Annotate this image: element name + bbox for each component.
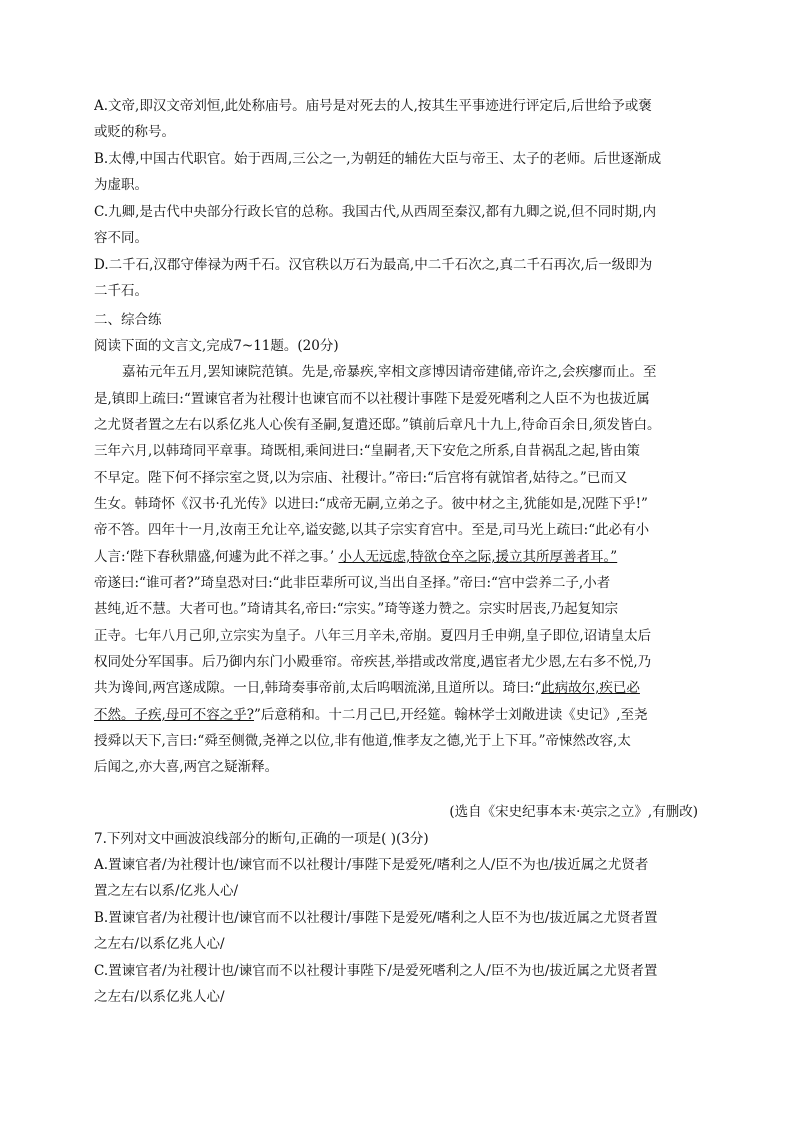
passage-line: 是,镇即上疏曰:“置谏官者为社稷计也谏官而不以社稷计事陛下是爱死嗜利之人臣不为也拔近属 bbox=[94, 391, 650, 407]
section-heading: 二、综合练 bbox=[94, 312, 162, 328]
passage-line bbox=[94, 705, 714, 725]
question-7-stem: 7.下列对文中画波浪线部分的断句,正确的一项是( )(3分) bbox=[94, 831, 429, 847]
option-a-line-2: 或贬的称号。 bbox=[94, 124, 175, 140]
passage-line bbox=[94, 678, 714, 698]
underlined-sentence: 此病故尔,疾已必 bbox=[541, 680, 640, 696]
option-b-line-2: 为虚职。 bbox=[94, 177, 148, 193]
passage-segment: 人言:‘陛下春秋鼎盛,何遽为此不祥之事。’ bbox=[94, 549, 335, 565]
option-c-line-2: 容不同。 bbox=[94, 230, 148, 246]
section-instruction: 阅读下面的文言文,完成7~11题。(20分) bbox=[94, 338, 339, 354]
option-b-line-1: B.太傅,中国古代职官。始于西周,三公之一,为朝廷的辅佐大臣与帝王、太子的老师。后世逐渐成 bbox=[94, 151, 662, 167]
passage-line: 授舜以天下,言曰:“舜至侧微,尧禅之以位,非有他道,惟孝友之德,光于上下耳。”帝悚然改容,太 bbox=[94, 733, 631, 749]
passage-line: 权同处分军国事。后乃御内东门小殿垂帘。帝疾甚,举措或改常度,遇宦者尤少恩,左右多不悦,乃 bbox=[94, 654, 652, 670]
passage-line: 三年六月,以韩琦同平章事。琦既相,乘间进曰:“皇嗣者,天下安危之所系,自昔祸乱之起,皆由策 bbox=[94, 443, 640, 459]
question-7-option-b-line-1: B.置谏官者/为社稷计也/谏官而不以社稷计/事陛下是爱死/嗜利之人臣不为也/拔近属之尤贤者置 bbox=[94, 910, 658, 926]
passage-line: 帝不答。四年十一月,汝南王允让卒,谥安懿,以其子宗实育宫中。至是,司马光上疏曰:“此必有小 bbox=[94, 522, 650, 538]
option-d-line-1: D.二千石,汉郡守俸禄为两千石。汉官秩以万石为最高,中二千石次之,真二千石再次,后一级即为 bbox=[94, 257, 653, 273]
passage-line: 正寺。七年八月己卯,立宗实为皇子。八年三月辛未,帝崩。夏四月壬申朔,皇子即位,诏请皇太后 bbox=[94, 628, 652, 644]
question-7-option-c-line-2: 之左右/以系亿兆人心/ bbox=[94, 989, 225, 1005]
underlined-sentence: 不然。子疾,母可不容之乎? bbox=[94, 707, 255, 723]
question-7-option-b-line-2: 之左右/以系亿兆人心/ bbox=[94, 936, 225, 952]
passage-line: 之尤贤者置之左右以系亿兆人心俟有圣嗣,复遣还邸。”镇前后章凡十九上,待命百余日,须发皆白。 bbox=[94, 417, 661, 433]
passage-line bbox=[94, 547, 714, 567]
question-7-option-c-line-1: C.置谏官者/为社稷计也/谏官而不以社稷计事陛下/是爱死嗜利之人/臣不为也/拔近属之尤贤者置 bbox=[94, 963, 658, 979]
passage-segment: ”后意稍和。十二月己巳,开经筵。翰林学士刘敞进读《史记》,至尧 bbox=[254, 707, 648, 723]
option-d-line-2: 二千石。 bbox=[94, 283, 148, 299]
passage-line: 帝遂曰:“谁可者?”琦皇恐对曰:“此非臣辈所可议,当出自圣择。”帝曰:“宫中尝养二子,小者 bbox=[94, 575, 611, 591]
passage-line: 嘉祐元年五月,罢知谏院范镇。先是,帝暴疾,宰相文彦博因请帝建储,帝许之,会疾瘳而止。至 bbox=[122, 364, 657, 380]
passage-segment: 共为谗间,两宫遂成隙。一日,韩琦奏事帝前,太后呜咽流涕,且道所以。琦曰:“ bbox=[94, 680, 542, 696]
underlined-sentence: 小人无远虑,特欲仓卒之际,援立其所厚善者耳。” bbox=[338, 549, 618, 565]
passage-line: 不早定。陛下何不择宗室之贤,以为宗庙、社稷计。”帝曰:“后宫将有就馆者,姑待之。”已而又 bbox=[94, 470, 628, 486]
passage-source: (选自《宋史纪事本末·英宗之立》,有删改) bbox=[449, 804, 698, 820]
passage-line: 后闻之,亦大喜,两宫之疑渐释。 bbox=[94, 759, 279, 775]
question-7-option-a-line-2: 置之左右以系/亿兆人心/ bbox=[94, 883, 239, 899]
passage-line: 甚纯,近不慧。大者可也。”琦请其名,帝曰:“宗实。”琦等遂力赞之。宗实时居丧,乃起复知宗 bbox=[94, 601, 619, 617]
option-a-line-1: A.文帝,即汉文帝刘恒,此处称庙号。庙号是对死去的人,按其生平事迹进行评定后,后世给予或褒 bbox=[94, 98, 652, 114]
question-7-option-a-line-1: A.置谏官者/为社稷计也/谏官而不以社稷计/事陛下是爱死/嗜利之人/臣不为也/拔近属之尤贤者 bbox=[94, 857, 649, 873]
option-c-line-1: C.九卿,是古代中央部分行政长官的总称。我国古代,从西周至秦汉,都有九卿之说,但不同时期,内 bbox=[94, 204, 657, 220]
passage-line: 生女。韩琦怀《汉书·孔光传》以进曰:“成帝无嗣,立弟之子。彼中材之主,犹能如是,况陛下乎!” bbox=[94, 496, 648, 512]
